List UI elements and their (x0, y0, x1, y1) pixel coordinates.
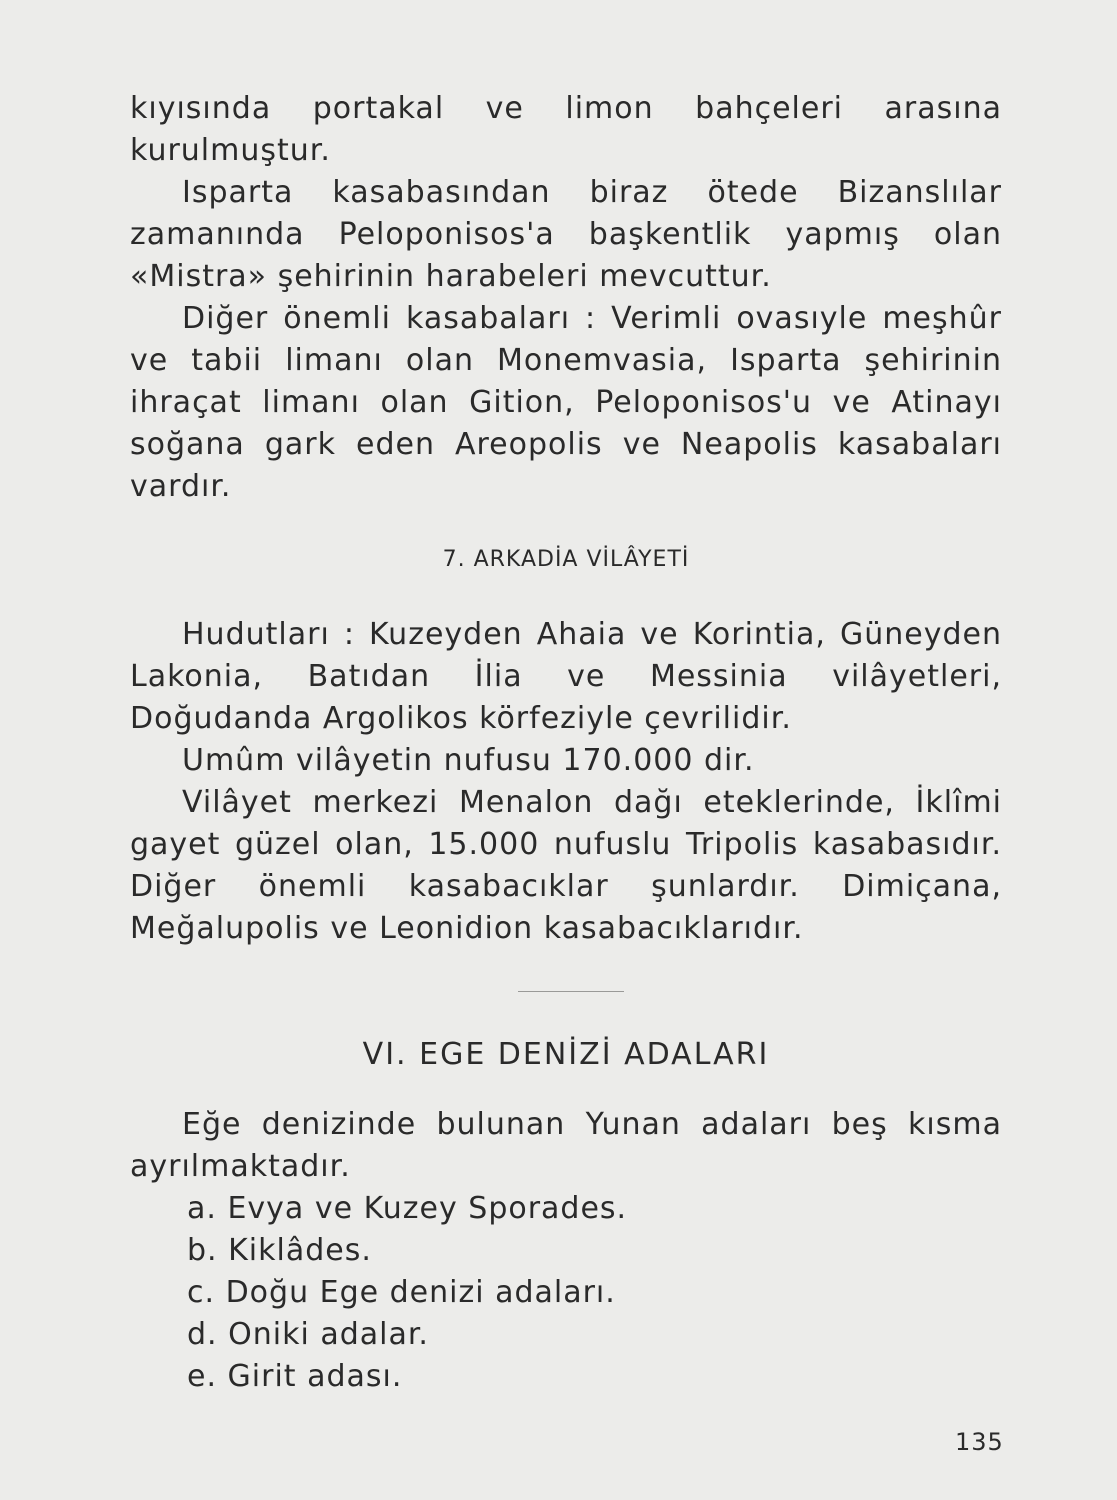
text-block-ege (130, 1104, 1002, 1398)
section-heading-arkadia: 7. ARKADİA VİLÂYETİ (442, 547, 690, 572)
section-divider (518, 991, 624, 992)
chapter-heading-ege: VI. EGE DENİZİ ADALARI (362, 1037, 770, 1072)
list-item: b. Kiklâdes. (187, 1233, 372, 1268)
paragraph-population: Umûm vilâyetin nufusu 170.000 dir. (182, 743, 755, 778)
text-block-arkadia (130, 614, 1002, 950)
paragraph-ege-intro: Eğe denizinde bulunan Yunan adaları beş kısma ayrılmaktadır. (130, 1107, 1002, 1184)
paragraph-coast: kıyısında portakal ve limon bahçeleri arasına kurulmuştur. (130, 91, 1002, 168)
paragraph-tripolis: Vilâyet merkezi Menalon dağı eteklerinde, İklîmi gayet güzel olan, 15.000 nufuslu Tripolis kasabasıdır. Diğer önemli kasabacıklar şunlardır. Dimiçana, Meğalupolis ve Leonidion kasabacıklarıdır. (130, 785, 1002, 946)
list-item: d. Oniki adalar. (187, 1317, 429, 1352)
paragraph-mistra: Isparta kasabasından biraz ötede Bizanslılar zamanında Peloponisos'a başkentlik yapmış olan «Mistra» şehirinin harabeleri mevcuttur. (130, 175, 1002, 294)
paragraph-borders: Hudutları : Kuzeyden Ahaia ve Korintia, Güneyden Lakonia, Batıdan İlia ve Messinia vilâyetleri, Doğudanda Argolikos körfeziyle çevrilidir. (130, 617, 1002, 736)
list-item: c. Doğu Ege denizi adaları. (187, 1275, 616, 1310)
list-item: e. Girit adası. (187, 1359, 403, 1394)
page-number: 135 (955, 1428, 1004, 1456)
text-block-lakonia (130, 88, 1002, 508)
paragraph-other-towns: Diğer önemli kasabaları : Verimli ovasıyle meşhûr ve tabii limanı olan Monemvasia, Isparta şehirinin ihraçat limanı olan Gition, Peloponisos'u ve Atinayı soğana gark eden Areopolis ve Neapolis kasabaları vardır. (130, 301, 1002, 504)
list-item: a. Evya ve Kuzey Sporades. (187, 1191, 628, 1226)
